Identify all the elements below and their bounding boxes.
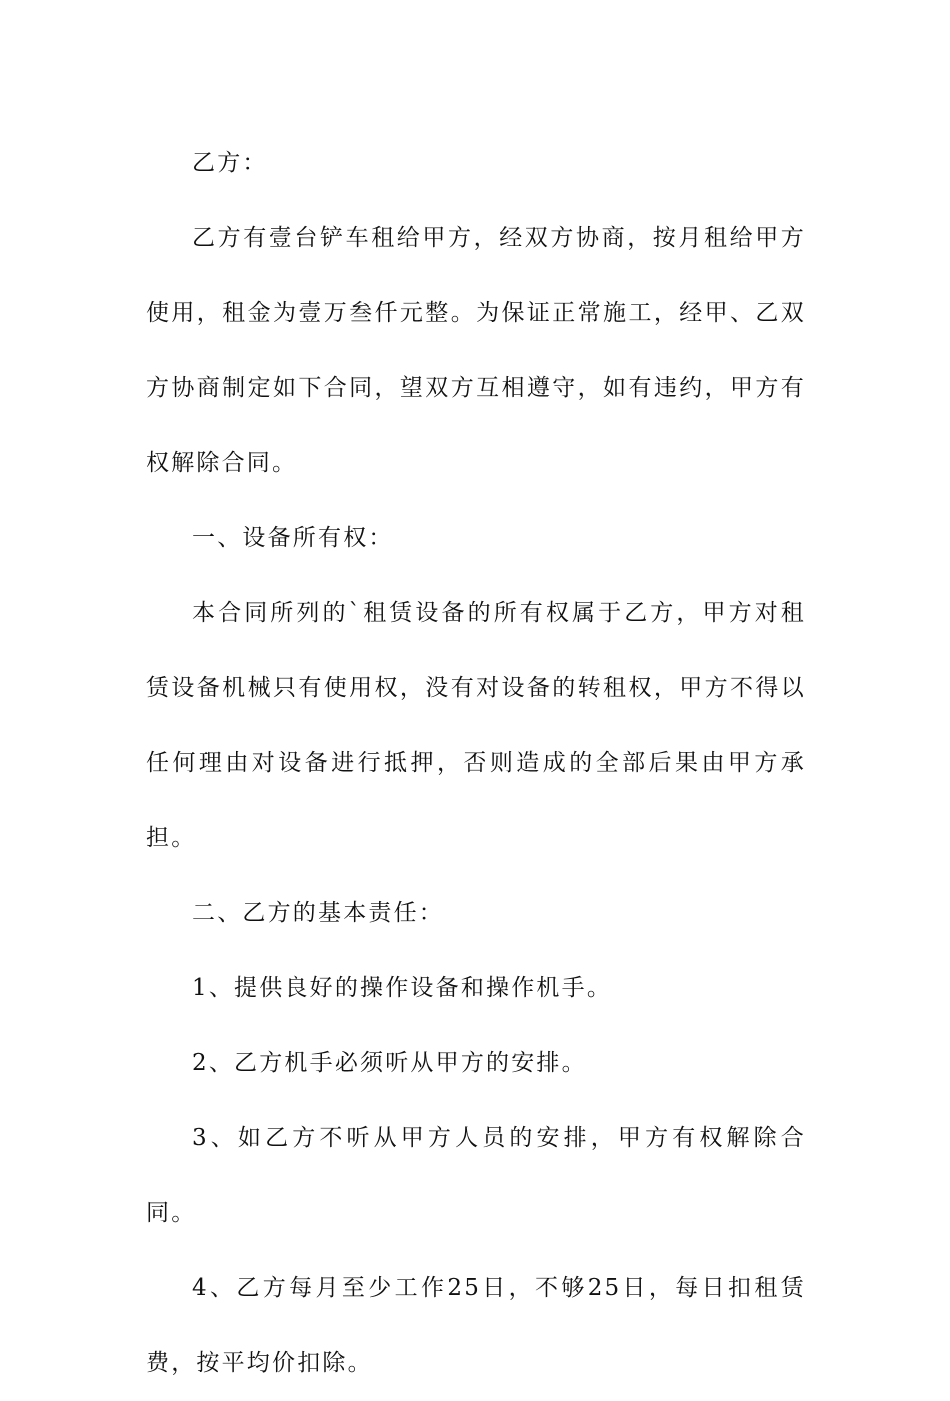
document-body (146, 126, 806, 1401)
party-b-label: 乙方： (192, 150, 268, 176)
clause-item-3: 3、如乙方不听从甲方人员的安排，甲方有权解除合同。 (146, 1125, 806, 1226)
section-heading-responsibilities: 二、乙方的基本责任： (192, 900, 444, 926)
clause-item-2: 2、乙方机手必须听从甲方的安排。 (192, 1050, 587, 1076)
clause-item-1: 1、提供良好的操作设备和操作机手。 (192, 975, 613, 1001)
clause-item-4: 4、乙方每月至少工作25日，不够25日，每日扣租赁费，按平均价扣除。 (146, 1275, 806, 1376)
intro-paragraph: 乙方有壹台铲车租给甲方，经双方协商，按月租给甲方使用，租金为壹万叁仟元整。为保证正常施工，经甲、乙双方协商制定如下合同，望双方互相遵守，如有违约，甲方有权解除合同。 (146, 225, 806, 476)
section-heading-ownership: 一、设备所有权： (192, 525, 394, 551)
ownership-paragraph: 本合同所列的`租赁设备的所有权属于乙方，甲方对租赁设备机械只有使用权，没有对设备的转租权，甲方不得以任何理由对设备进行抵押，否则造成的全部后果由甲方承担。 (146, 600, 806, 851)
